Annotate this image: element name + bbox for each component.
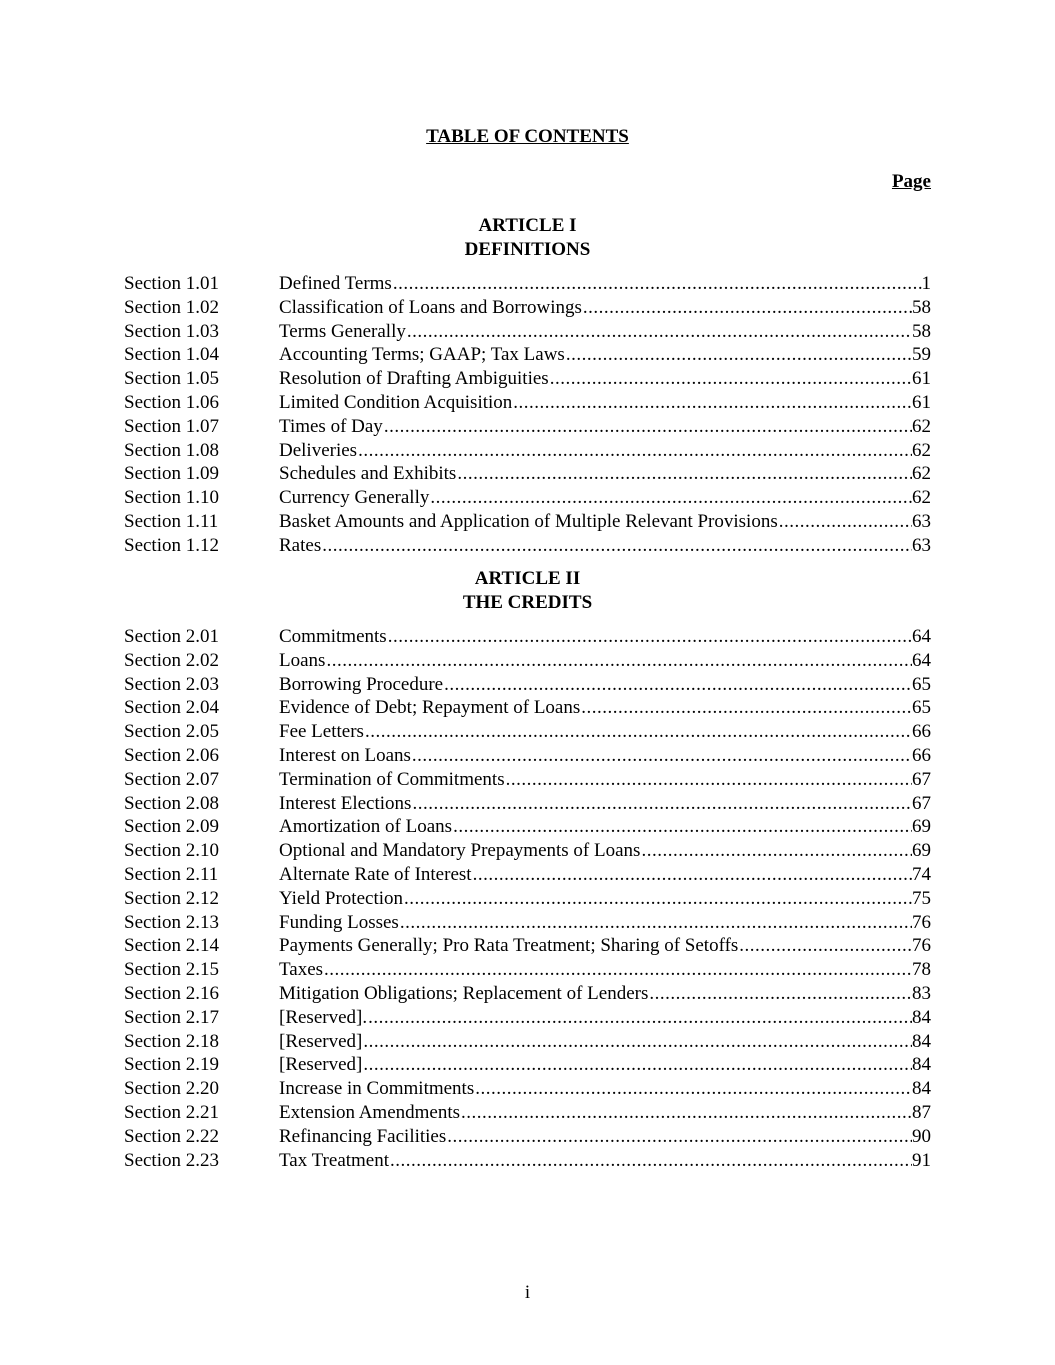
toc-entry[interactable] <box>124 510 931 534</box>
dot-leader <box>430 486 912 510</box>
section-title-wrap <box>279 863 912 887</box>
toc-entry[interactable] <box>124 673 931 697</box>
toc-entry[interactable] <box>124 1149 931 1173</box>
section-page-number: 76 <box>912 935 931 957</box>
section-page-number: 62 <box>912 439 931 461</box>
section-number: Section 1.03 <box>124 320 219 342</box>
article-heading <box>0 567 1055 615</box>
section-number: Section 2.08 <box>124 792 219 814</box>
section-number: Section 1.12 <box>124 534 219 556</box>
dot-leader <box>384 415 912 439</box>
section-list <box>124 625 931 1172</box>
section-page-number: 67 <box>912 768 931 790</box>
section-title-wrap <box>279 673 912 697</box>
toc-entry[interactable] <box>124 839 931 863</box>
toc-entry[interactable] <box>124 982 931 1006</box>
section-page-number: 91 <box>912 1149 931 1171</box>
dot-leader <box>393 272 922 296</box>
section-number: Section 2.14 <box>124 935 219 957</box>
toc-entry[interactable] <box>124 296 931 320</box>
toc-entry[interactable] <box>124 911 931 935</box>
section-title-wrap <box>279 534 912 558</box>
dot-leader <box>363 1030 912 1054</box>
section-title: Resolution of Drafting Ambiguities <box>279 368 549 390</box>
dot-leader <box>390 1149 912 1173</box>
dot-leader <box>363 1053 912 1077</box>
section-title-wrap <box>279 1006 912 1030</box>
section-title-wrap <box>279 815 912 839</box>
toc-entry[interactable] <box>124 272 931 296</box>
toc-entry[interactable] <box>124 1077 931 1101</box>
section-number: Section 2.04 <box>124 697 219 719</box>
toc-entry[interactable] <box>124 1030 931 1054</box>
section-title: Amortization of Loans <box>279 816 453 838</box>
section-number: Section 1.10 <box>124 487 219 509</box>
dot-leader <box>412 792 912 816</box>
toc-entry[interactable] <box>124 696 931 720</box>
section-title: Interest Elections <box>279 792 412 814</box>
section-number: Section 2.10 <box>124 840 219 862</box>
section-number: Section 2.20 <box>124 1078 219 1100</box>
toc-entry[interactable] <box>124 1053 931 1077</box>
dot-leader <box>461 1101 912 1125</box>
section-title: Loans <box>279 649 326 671</box>
section-page-number: 67 <box>912 792 931 814</box>
section-page-number: 61 <box>912 391 931 413</box>
section-title: Mitigation Obligations; Replacement of Lenders <box>279 982 649 1004</box>
section-page-number: 64 <box>912 626 931 647</box>
dot-leader <box>322 534 912 558</box>
section-title: Refinancing Facilities <box>279 1125 447 1147</box>
dot-leader <box>739 934 912 958</box>
dot-leader <box>581 696 912 720</box>
toc-entry[interactable] <box>124 415 931 439</box>
section-number: Section 2.16 <box>124 982 219 1004</box>
section-page-number: 62 <box>912 463 931 485</box>
toc-entry[interactable] <box>124 320 931 344</box>
dot-leader <box>324 958 912 982</box>
toc-entry[interactable] <box>124 792 931 816</box>
toc-entry[interactable] <box>124 391 931 415</box>
section-page-number: 69 <box>912 816 931 838</box>
section-number: Section 1.09 <box>124 463 219 485</box>
section-page-number: 66 <box>912 721 931 743</box>
toc-entry[interactable] <box>124 625 931 649</box>
toc-entry[interactable] <box>124 815 931 839</box>
section-title-wrap <box>279 1030 912 1054</box>
dot-leader <box>404 887 912 911</box>
section-title-wrap <box>279 415 912 439</box>
section-title-wrap <box>279 510 912 534</box>
section-page-number: 59 <box>912 344 931 366</box>
section-title-wrap <box>279 320 912 344</box>
section-title-wrap <box>279 296 912 320</box>
dot-leader <box>358 439 912 463</box>
section-number: Section 2.18 <box>124 1030 219 1052</box>
section-number: Section 1.07 <box>124 415 219 437</box>
dot-leader <box>457 462 912 486</box>
section-page-number: 65 <box>912 697 931 719</box>
section-page-number: 63 <box>912 534 931 556</box>
section-number: Section 2.21 <box>124 1101 219 1123</box>
section-title-wrap <box>279 1149 912 1173</box>
section-title: Deliveries <box>279 439 358 461</box>
section-title: Classification of Loans and Borrowings <box>279 296 582 318</box>
section-number: Section 1.11 <box>124 510 219 532</box>
section-page-number: 58 <box>912 296 931 318</box>
section-number: Section 1.01 <box>124 273 219 294</box>
section-title: Defined Terms <box>279 273 392 294</box>
article-heading <box>0 214 1055 262</box>
section-number: Section 2.12 <box>124 887 219 909</box>
toc-entry[interactable] <box>124 367 931 391</box>
section-title-wrap <box>279 649 912 673</box>
section-number: Section 1.05 <box>124 368 219 390</box>
section-page-number: 84 <box>912 1006 931 1028</box>
section-title: Schedules and Exhibits <box>279 463 457 485</box>
section-title: Funding Losses <box>279 911 399 933</box>
section-title: Terms Generally <box>279 320 406 342</box>
section-title-wrap <box>279 744 912 768</box>
section-title: Yield Protection <box>279 887 404 909</box>
section-number: Section 2.17 <box>124 1006 219 1028</box>
dot-leader <box>583 296 912 320</box>
section-number: Section 2.02 <box>124 649 219 671</box>
section-number: Section 2.03 <box>124 673 219 695</box>
section-title: Tax Treatment <box>279 1149 390 1171</box>
toc-entry[interactable] <box>124 486 931 510</box>
section-title: Commitments <box>279 626 387 647</box>
section-number: Section 1.08 <box>124 439 219 461</box>
section-page-number: 64 <box>912 649 931 671</box>
toc-entry[interactable] <box>124 887 931 911</box>
section-number: Section 2.23 <box>124 1149 219 1171</box>
section-title-wrap <box>279 1077 912 1101</box>
dot-leader <box>365 720 912 744</box>
dot-leader <box>400 911 912 935</box>
page-number: i <box>524 1282 531 1303</box>
section-page-number: 76 <box>912 911 931 933</box>
toc-entry[interactable] <box>124 343 931 367</box>
section-number: Section 2.15 <box>124 959 219 981</box>
section-number: Section 2.09 <box>124 816 219 838</box>
dot-leader <box>388 625 912 649</box>
section-page-number: 66 <box>912 744 931 766</box>
section-title: Optional and Mandatory Prepayments of Loans <box>279 840 641 862</box>
section-title-wrap <box>279 887 912 911</box>
section-title: Basket Amounts and Application of Multiple Relevant Provisions <box>279 510 778 532</box>
section-title-wrap <box>279 839 912 863</box>
section-page-number: 63 <box>912 510 931 532</box>
toc-title: TABLE OF CONTENTS <box>426 126 629 147</box>
section-title: Alternate Rate of Interest <box>279 863 472 885</box>
dot-leader <box>513 391 912 415</box>
dot-leader <box>506 768 912 792</box>
section-title-wrap <box>279 486 912 510</box>
section-title: [Reserved] <box>279 1030 363 1052</box>
section-title-wrap <box>279 625 912 649</box>
section-number: Section 2.13 <box>124 911 219 933</box>
section-number: Section 2.11 <box>124 863 219 885</box>
section-title-wrap <box>279 439 912 463</box>
toc-entry[interactable] <box>124 934 931 958</box>
section-title: Extension Amendments <box>279 1101 461 1123</box>
section-number: Section 2.22 <box>124 1125 219 1147</box>
section-title: Currency Generally <box>279 487 430 509</box>
toc-entry[interactable] <box>124 768 931 792</box>
section-title: Taxes <box>279 959 324 981</box>
section-title-wrap <box>279 1053 912 1077</box>
section-number: Section 2.07 <box>124 768 219 790</box>
page-column-label: Page <box>891 171 931 192</box>
article-title: THE CREDITS <box>462 591 593 613</box>
dot-leader <box>649 982 912 1006</box>
section-title: Termination of Commitments <box>279 768 505 790</box>
section-title: Evidence of Debt; Repayment of Loans <box>279 697 581 719</box>
toc-entry[interactable] <box>124 1125 931 1149</box>
dot-leader <box>444 673 912 697</box>
section-number: Section 1.04 <box>124 344 219 366</box>
toc-entry[interactable] <box>124 1006 931 1030</box>
section-title: [Reserved]. <box>279 1006 368 1028</box>
dot-leader <box>641 839 912 863</box>
section-number: Section 2.19 <box>124 1054 219 1076</box>
toc-entry[interactable] <box>124 1101 931 1125</box>
section-page-number: 90 <box>912 1125 931 1147</box>
section-title-wrap <box>279 934 912 958</box>
section-list <box>124 272 931 558</box>
dot-leader <box>779 510 912 534</box>
section-title: Payments Generally; Pro Rata Treatment; Sharing of Setoffs <box>279 935 739 957</box>
dot-leader <box>447 1125 912 1149</box>
section-page-number: 61 <box>912 368 931 390</box>
section-page-number: 58 <box>912 320 931 342</box>
section-page-number: 83 <box>912 982 931 1004</box>
section-page-number: 69 <box>912 840 931 862</box>
article-label: ARTICLE I <box>478 215 577 236</box>
toc-entry[interactable] <box>124 863 931 887</box>
dot-leader <box>326 649 912 673</box>
section-page-number: 87 <box>912 1101 931 1123</box>
dot-leader <box>412 744 912 768</box>
dot-leader <box>453 815 912 839</box>
toc-entry[interactable] <box>124 720 931 744</box>
section-title-wrap <box>279 272 922 296</box>
section-title: Times of Day <box>279 415 383 437</box>
dot-leader <box>407 320 912 344</box>
section-title: Limited Condition Acquisition <box>279 391 513 413</box>
section-title-wrap <box>279 696 912 720</box>
toc-entry[interactable] <box>124 462 931 486</box>
article-label: ARTICLE II <box>474 568 581 589</box>
section-page-number: 1 <box>921 273 931 294</box>
dot-leader <box>550 367 912 391</box>
section-title: Increase in Commitments <box>279 1078 475 1100</box>
toc-entry[interactable] <box>124 439 931 463</box>
section-title-wrap <box>279 367 912 391</box>
section-title: Borrowing Procedure <box>279 673 444 695</box>
toc-entry[interactable] <box>124 958 931 982</box>
section-page-number: 65 <box>912 673 931 695</box>
section-number: Section 2.01 <box>124 626 219 647</box>
section-title-wrap <box>279 391 912 415</box>
section-page-number: 74 <box>912 863 931 885</box>
section-title-wrap <box>279 911 912 935</box>
dot-leader <box>475 1077 912 1101</box>
section-number: Section 2.05 <box>124 721 219 743</box>
section-page-number: 78 <box>912 959 931 981</box>
dot-leader <box>473 863 912 887</box>
section-page-number: 62 <box>912 415 931 437</box>
article-title: DEFINITIONS <box>464 238 591 260</box>
section-title-wrap <box>279 462 912 486</box>
section-page-number: 84 <box>912 1078 931 1100</box>
dot-leader <box>368 1006 912 1030</box>
section-title-wrap <box>279 720 912 744</box>
section-page-number: 62 <box>912 487 931 509</box>
section-title-wrap <box>279 768 912 792</box>
section-page-number: 84 <box>912 1054 931 1076</box>
section-title-wrap <box>279 1125 912 1149</box>
section-title-wrap <box>279 792 912 816</box>
section-title: [Reserved] <box>279 1054 363 1076</box>
dot-leader <box>566 343 912 367</box>
section-title: Interest on Loans <box>279 744 411 766</box>
section-title: Accounting Terms; GAAP; Tax Laws <box>279 344 565 366</box>
toc-entry[interactable] <box>124 649 931 673</box>
section-title: Rates <box>279 534 322 556</box>
section-title-wrap <box>279 343 912 367</box>
section-title: Fee Letters <box>279 721 364 743</box>
toc-entry[interactable] <box>124 534 931 558</box>
section-number: Section 2.06 <box>124 744 219 766</box>
section-number: Section 1.02 <box>124 296 219 318</box>
section-page-number: 75 <box>912 887 931 909</box>
toc-entry[interactable] <box>124 744 931 768</box>
section-page-number: 84 <box>912 1030 931 1052</box>
section-title-wrap <box>279 1101 912 1125</box>
section-title-wrap <box>279 982 912 1006</box>
section-number: Section 1.06 <box>124 391 219 413</box>
section-title-wrap <box>279 958 912 982</box>
